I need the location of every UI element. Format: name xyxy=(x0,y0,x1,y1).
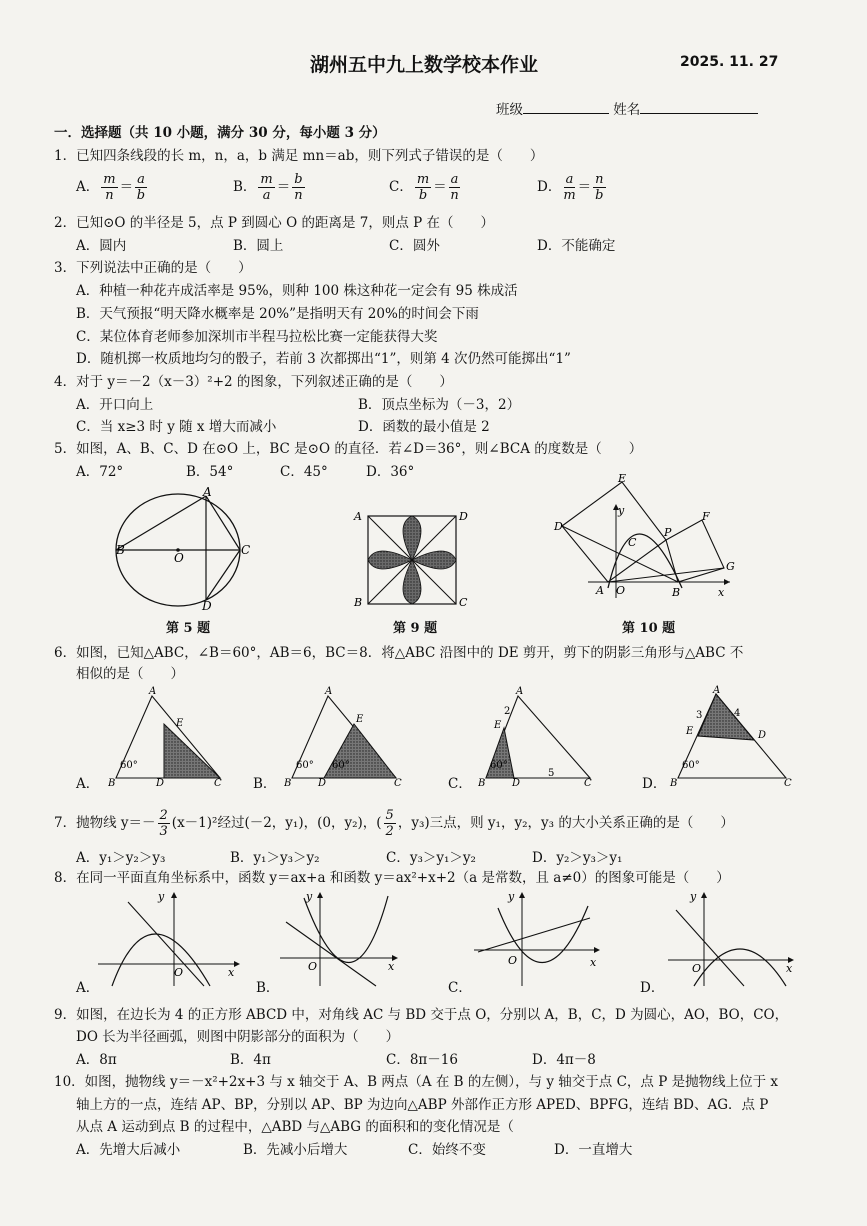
q8-option-c-label: C． xyxy=(448,980,472,996)
label-a: A xyxy=(354,510,362,523)
q10-stem-line2: 轴上方的一点，连结 AP、BP，分别以 AP、BP 为边向△ABP 外部作正方形 APED、BPFG，连结 BD、AG．点 P xyxy=(76,1097,769,1113)
q9-option-a: A．8π xyxy=(76,1052,117,1068)
label-2: 2 xyxy=(504,706,511,717)
figure-q9-square xyxy=(350,506,475,611)
q5-option-c: C．45° xyxy=(280,464,328,480)
label-c: C xyxy=(214,778,222,788)
label-angle: 60° xyxy=(120,760,138,771)
q5-stem: 5．如图，A、B、C、D 在⊙O 上，BC 是⊙O 的直径．若∠D＝36°，则∠BCA 的度数是（ ） xyxy=(54,441,643,457)
origin-o: O xyxy=(174,966,184,979)
label-e: E xyxy=(356,714,364,725)
q8-option-a-label: A． xyxy=(76,980,100,996)
label-d: D xyxy=(202,599,212,613)
q2-option-b: B．圆上 xyxy=(233,238,284,254)
label-e: E xyxy=(494,720,502,731)
label-c: C xyxy=(628,536,637,549)
label-c: C xyxy=(784,778,792,788)
q8-option-b-label: B． xyxy=(256,980,280,996)
q4-option-b: B．顶点坐标为（－3，2） xyxy=(358,397,521,413)
caption-q10: 第 10 题 xyxy=(622,621,676,636)
caption-q9: 第 9 题 xyxy=(393,621,438,636)
axis-x: x xyxy=(590,956,597,969)
origin-o: O xyxy=(508,954,518,967)
figure-q10-parabola xyxy=(552,470,742,600)
label-d: D xyxy=(758,730,767,741)
axis-y: y xyxy=(306,890,313,903)
q2-option-c: C．圆外 xyxy=(389,238,440,254)
q3-option-a: A．种植一种花卉成活率是 95%，则种 100 株这种花一定会有 95 株成活 xyxy=(76,283,518,299)
label-a: A xyxy=(149,686,157,697)
label-4: 4 xyxy=(734,708,741,719)
label-d: D xyxy=(459,510,468,523)
q10-option-c: C．始终不变 xyxy=(408,1142,486,1158)
q6-figure-b xyxy=(284,684,408,788)
label-e: E xyxy=(176,718,184,729)
q1-stem: 1．已知四条线段的长 m，n，a，b 满足 mn＝ab，则下列式子错误的是（ ） xyxy=(54,148,544,164)
q6-option-c-label: C． xyxy=(448,776,472,792)
section-heading: 一．选择题（共 10 小题，满分 30 分，每小题 3 分） xyxy=(54,125,386,141)
label-y: y xyxy=(618,504,625,517)
q5-option-a: A．72° xyxy=(76,464,124,480)
q10-option-b: B．先减小后增大 xyxy=(243,1142,348,1158)
label-d: D xyxy=(512,778,521,788)
page-title: 湖州五中九上数学校本作业 xyxy=(310,54,539,76)
q1-option-b: B． $\frac{m}{a}$ ＝ $\frac{b}{n}$ xyxy=(233,172,303,203)
label-c: C xyxy=(584,778,592,788)
label-b: B xyxy=(284,778,292,788)
q3-option-b: B．天气预报“明天降水概率是 20%”是指明天有 20%的时间会下雨 xyxy=(76,306,479,322)
label-angle: 60° xyxy=(490,760,508,771)
q4-option-a: A．开口向上 xyxy=(76,397,154,413)
q5-option-b: B．54° xyxy=(186,464,234,480)
class-label: 班级 xyxy=(496,102,523,118)
q8-option-d-label: D． xyxy=(640,980,665,996)
label-a: A xyxy=(203,485,212,499)
label-3: 3 xyxy=(696,710,703,721)
label-b: B xyxy=(354,596,363,609)
q2-option-d: D．不能确定 xyxy=(537,238,616,254)
date-text: 2025. 11. 27 xyxy=(680,54,779,70)
label-c: C xyxy=(241,543,251,557)
label-g: G xyxy=(726,560,735,573)
q7-option-a: A．y₁＞y₂＞y₃ xyxy=(76,850,166,866)
q2-stem: 2．已知⊙O 的半径是 5，点 P 到圆心 O 的距离是 7，则点 P 在（ ） xyxy=(54,215,495,231)
q2-option-a: A．圆内 xyxy=(76,238,127,254)
q8-graph-b xyxy=(276,888,406,988)
label-d: D xyxy=(156,778,165,788)
label-e: E xyxy=(618,472,627,485)
label-angle-d: 60° xyxy=(332,760,350,771)
q4-option-c: C．当 x≥3 时 y 随 x 增大而减小 xyxy=(76,419,277,435)
q6-stem-line1: 6．如图，已知△ABC，∠B＝60°，AB＝6，BC＝8．将△ABC 沿图中的 DE 剪开，剪下的阴影三角形与△ABC 不 xyxy=(54,645,744,661)
q8-stem: 8．在同一平面直角坐标系中，函数 y＝ax+a 和函数 y＝ax²+x+2（a 是常数，且 a≠0）的图象可能是（ ） xyxy=(54,870,730,886)
name-label: 姓名 xyxy=(613,102,641,118)
q7-stem: 7．抛物线 y＝－ $\frac{2}{3}$ (x－1)²经过(－2，y₁)，(0，y₂)，( $\frac{5}{2}$ ，y₃)三点，则 y₁，y₂，y₃ 的大小关系正确的是（ ） xyxy=(54,808,734,839)
q1-option-d: D． $\frac{a}{m}$ ＝ $\frac{n}{b}$ xyxy=(537,172,604,203)
label-a: A xyxy=(325,686,333,697)
label-d: D xyxy=(554,520,563,533)
label-d: D xyxy=(318,778,327,788)
label-a: A xyxy=(596,584,604,597)
q6-figure-c xyxy=(478,684,602,788)
q10-stem-line3: 从点 A 运动到点 B 的过程中，△ABD 与△ABG 的面积和的变化情况是（ xyxy=(76,1119,514,1135)
q5-option-d: D．36° xyxy=(366,464,415,480)
q7-option-c: C．y₃＞y₁＞y₂ xyxy=(386,850,476,866)
q6-option-a-label: A． xyxy=(76,776,100,792)
origin-o: O xyxy=(692,962,702,975)
label-b: B xyxy=(108,778,116,788)
label-p: P xyxy=(664,526,672,539)
q10-stem-line1: 10．如图，抛物线 y＝－x²+2x+3 与 x 轴交于 A、B 两点（A 在 B 的左侧），与 y 轴交于点 C，点 P 是抛物线上位于 x xyxy=(54,1074,778,1090)
label-b: B xyxy=(670,778,678,788)
q6-stem-line2: 相似的是（ ） xyxy=(76,666,184,682)
origin-o: O xyxy=(308,960,318,973)
label-o: O xyxy=(174,551,184,565)
label-o: O xyxy=(616,584,626,597)
q9-option-d: D．4π－8 xyxy=(532,1052,596,1068)
q4-stem: 4．对于 y＝－2（x－3）²+2 的图象，下列叙述正确的是（ ） xyxy=(54,374,453,390)
label-e: E xyxy=(686,726,694,737)
figure-q5-circle xyxy=(112,484,262,614)
label-5: 5 xyxy=(548,768,555,779)
q9-option-c: C．8π－16 xyxy=(386,1052,458,1068)
label-c: C xyxy=(394,778,402,788)
q9-option-b: B．4π xyxy=(230,1052,271,1068)
axis-y: y xyxy=(158,890,165,903)
q6-figure-a xyxy=(108,684,232,788)
q6-figure-d xyxy=(668,684,798,788)
label-b: B xyxy=(116,543,125,557)
q10-option-d: D．一直增大 xyxy=(554,1142,633,1158)
axis-y: y xyxy=(690,890,697,903)
q8-graph-a xyxy=(94,888,244,988)
q7-option-d: D．y₂＞y₃＞y₁ xyxy=(532,850,623,866)
q1-option-a: A． $\frac{m}{n}$ ＝ $\frac{a}{b}$ xyxy=(76,172,146,203)
class-field xyxy=(496,98,758,118)
q6-option-d-label: D． xyxy=(642,776,667,792)
caption-q5: 第 5 题 xyxy=(166,621,211,636)
q9-stem-line1: 9．如图，在边长为 4 的正方形 ABCD 中，对角线 AC 与 BD 交于点 O，分别以 A，B，C，D 为圆心，AO，BO，CO， xyxy=(54,1007,789,1023)
label-c: C xyxy=(459,596,468,609)
axis-x: x xyxy=(388,960,395,973)
label-x: x xyxy=(718,586,725,599)
q3-option-c: C．某位体育老师参加深圳市半程马拉松比赛一定能获得大奖 xyxy=(76,329,438,345)
q3-option-d: D．随机掷一枚质地均匀的骰子，若前 3 次都掷出“1”，则第 4 次仍然可能掷出“1” xyxy=(76,351,571,367)
q7-option-b: B．y₁＞y₃＞y₂ xyxy=(230,850,320,866)
label-angle: 60° xyxy=(682,760,700,771)
label-angle-b: 60° xyxy=(296,760,314,771)
axis-y: y xyxy=(508,890,515,903)
q1-option-c: C． $\frac{m}{b}$ ＝ $\frac{a}{n}$ xyxy=(389,172,459,203)
axis-x: x xyxy=(228,966,235,979)
q10-option-a: A．先增大后减小 xyxy=(76,1142,181,1158)
q4-option-d: D．函数的最小值是 2 xyxy=(358,419,490,435)
label-a: A xyxy=(516,686,524,697)
q6-option-b-label: B． xyxy=(253,776,277,792)
label-a: A xyxy=(713,685,721,696)
label-b: B xyxy=(672,586,681,599)
q8-graph-d xyxy=(664,888,804,988)
label-b: B xyxy=(478,778,486,788)
q8-graph-c xyxy=(470,888,610,988)
axis-x: x xyxy=(786,962,793,975)
label-f: F xyxy=(702,510,710,523)
q9-stem-line2: DO 长为半径画弧，则图中阴影部分的面积为（ ） xyxy=(76,1029,400,1045)
q3-stem: 3．下列说法中正确的是（ ） xyxy=(54,260,252,276)
